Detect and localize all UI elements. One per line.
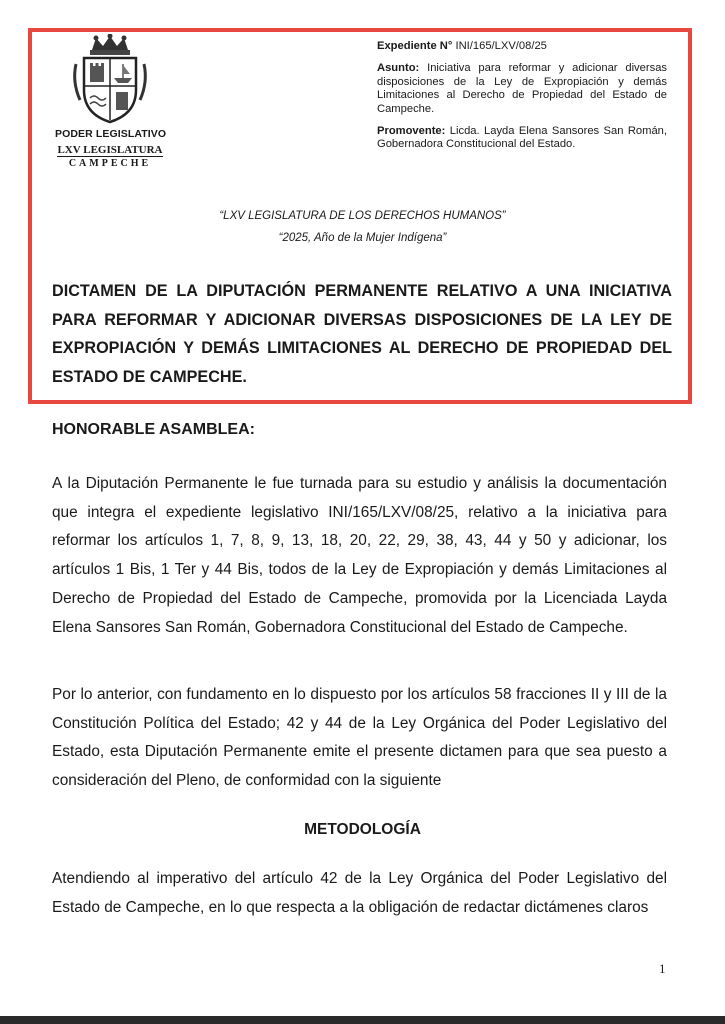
file-metadata bbox=[377, 40, 667, 161]
logo-line-legislatura: LXV LEGISLATURA bbox=[57, 144, 163, 156]
promovente-value: Licda. Layda Elena Sansores San Román, Gobernadora Constitucional del Estado. bbox=[377, 125, 667, 151]
expediente-line bbox=[377, 40, 667, 53]
asunto-label: Asunto: bbox=[377, 62, 420, 75]
motto-line-1: “LXV LEGISLATURA DE LOS DERECHOS HUMANOS” bbox=[219, 210, 506, 222]
legislature-logo bbox=[55, 34, 165, 169]
asunto-value: Iniciativa para reformar y adicionar diversas disposiciones de la Ley de Expropiación y demás Limitaciones al Derecho de Propiedad del Estado de Campeche. bbox=[377, 62, 668, 115]
section-heading-metodologia: METODOLOGÍA bbox=[304, 821, 421, 838]
paragraph-3: Atendiendo al imperativo del artículo 42 de la Ley Orgánica del Poder Legislativo del Estado de Campeche, en lo que respecta a la obligación de redactar dictámenes claros bbox=[52, 870, 667, 916]
expediente-label: Expediente N° bbox=[377, 40, 453, 52]
promovente-line bbox=[377, 125, 667, 152]
paragraph-1: A la Diputación Permanente le fue turnada para su estudio y análisis la documentación que integra el expediente legislativo INI/165/LXV/08/25, relativo a la iniciativa para reformar los artículos 1, 7, 8, 9, 13, 18, 20, 22, 29, 38, 43, 44 y 50 y adicionar, los artículos 1 Bis, 1 Ter y 44 Bis, todos de la Ley de Expropiación y demás Limitaciones al Derecho de Propiedad del Estado de Campeche, promovida por la Licenciada Layda Elena Sansores San Román, Gobernadora Constitucional del Estado de Campeche. bbox=[52, 475, 667, 636]
motto-line-2: “2025, Año de la Mujer Indígena” bbox=[278, 232, 447, 244]
asunto-line bbox=[377, 62, 667, 116]
salutation-heading: HONORABLE ASAMBLEA: bbox=[52, 421, 255, 438]
logo-line-poder-legislativo: PODER LEGISLATIVO bbox=[55, 128, 167, 140]
document-title: DICTAMEN DE LA DIPUTACIÓN PERMANENTE RELATIVO A UNA INICIATIVA PARA REFORMAR Y ADICIONAR DIVERSAS DISPOSICIONES DE LA LEY DE EXPROPIACIÓN Y DEMÁS LIMITACIONES AL DERECHO DE PROPIEDAD DEL ESTADO DE CAMPECHE. bbox=[52, 282, 672, 386]
expediente-value: INI/165/LXV/08/25 bbox=[455, 40, 547, 52]
paragraph-2: Por lo anterior, con fundamento en lo dispuesto por los artículos 58 fracciones II y III de la Constitución Política del Estado; 42 y 44 de la Ley Orgánica del Poder Legislativo del Estado, esta Diputación Permanente emite el presente dictamen para que sea puesto a consideración del Pleno, de conformidad con la siguiente bbox=[52, 686, 667, 790]
bottom-edge-bar bbox=[0, 1016, 725, 1024]
promovente-label: Promovente: bbox=[377, 125, 446, 138]
logo-line-campeche: CAMPECHE bbox=[68, 158, 152, 169]
page-number: 1 bbox=[659, 961, 666, 976]
coat-of-arms-icon bbox=[70, 34, 150, 126]
